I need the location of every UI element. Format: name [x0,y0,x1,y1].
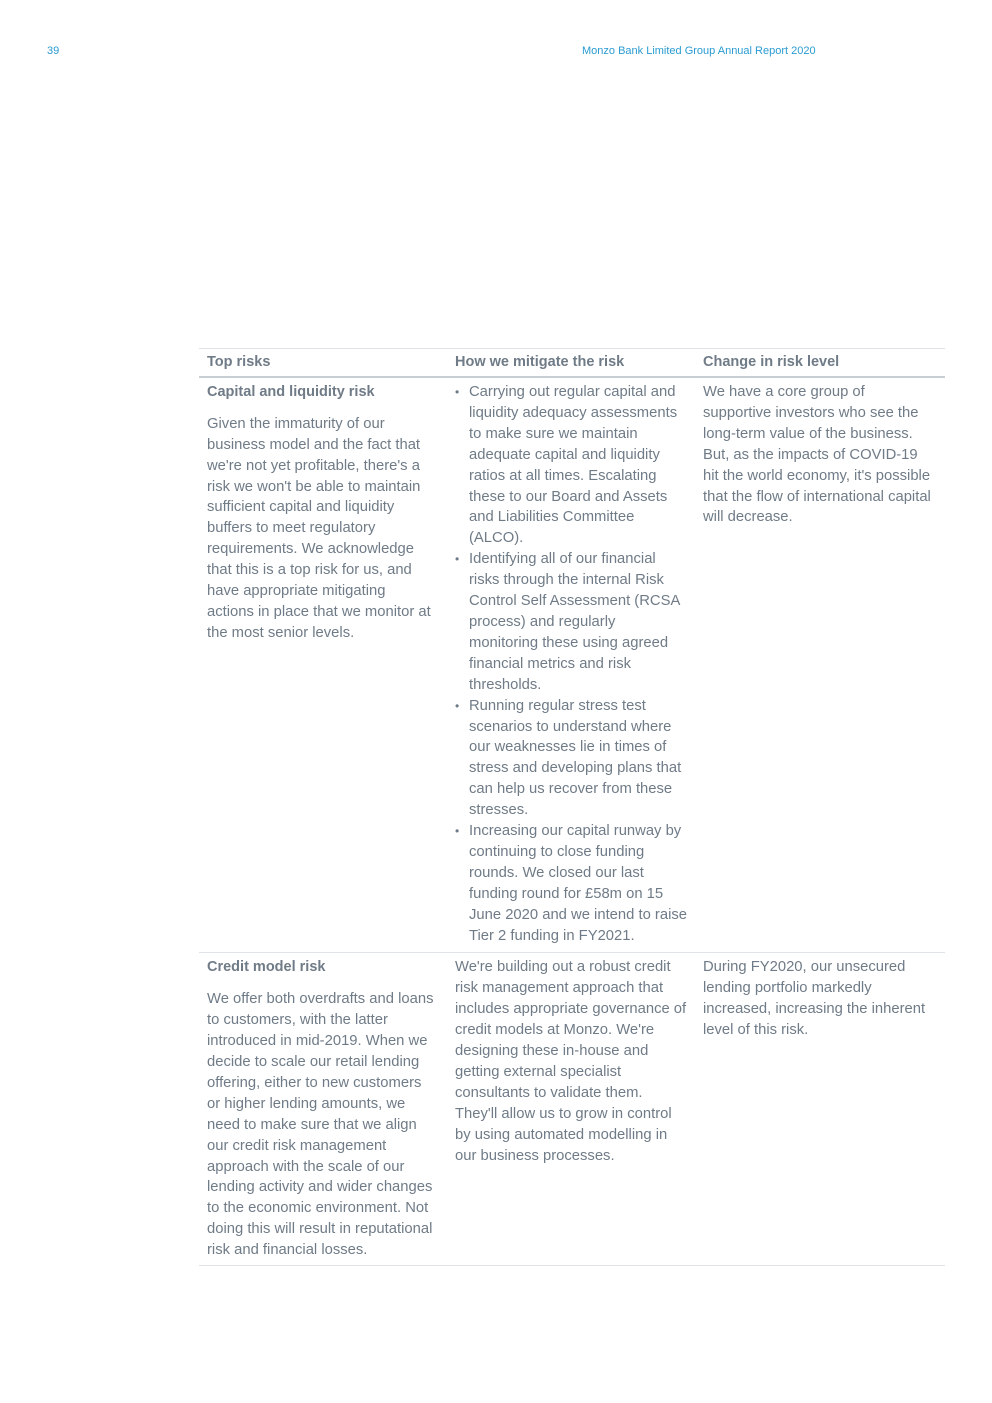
bullet-icon: • [455,552,460,567]
bullet-icon: • [455,698,460,713]
list-item [455,382,687,549]
risk-name: Credit model risk [207,959,326,976]
list-item [455,549,687,695]
mitigation-text: Increasing our capital runway by continuing to close funding rounds. We closed our last funding round for £58m on 15 June 2020 and we intend to raise Tier 2 funding in FY2021. [469,823,688,944]
mitigation-text: Running regular stress test scenarios to understand where our weaknesses lie in times of stress and developing plans that can help us recover from these stresses. [469,697,682,819]
mitigation-text: Identifying all of our financial risks through the internal Risk Control Self Assessment (RCSA process) and regularly monitoring these using agreed financial metrics and risk thresholds. [469,551,680,693]
table-row [199,953,945,1266]
mitigation-list [455,382,695,946]
mitigation-text: Carrying out regular capital and liquidity adequacy assessments to make sure we maintain adequate capital and liquidity ratios at all times. Escalating these to our Board and Assets and Liabilities Committee (ALCO). [469,384,678,547]
change-in-risk-text: We have a core group of supportive investors who see the long-term value of the business. But, as the impacts of COVID-19 hit the world economy, it's possible that the flow of international capital will decrease. [703,384,931,526]
bullet-icon: • [455,824,460,839]
mitigation-cell [447,953,695,1265]
list-item [455,821,687,946]
report-title: Monzo Bank Limited Group Annual Report 2020 [582,45,816,57]
change-in-risk-text: During FY2020, our unsecured lending portfolio markedly increased, increasing the inherent level of this risk. [703,959,926,1039]
column-header-mitigation: How we mitigate the risk [455,354,625,370]
bullet-icon: • [455,385,460,399]
change-cell [695,953,945,1265]
change-cell [695,378,945,952]
risk-cell [199,378,447,952]
mitigation-text: We're building out a robust credit risk management approach that includes appropriate governance of credit models at Monzo. We're designing these in-house and getting external specialist consultants to validate them. They'll allow us to grow in control by using automated modelling in our business processes. [455,959,687,1164]
table-row [199,378,945,953]
mitigation-cell [447,378,695,952]
risk-description: Given the immaturity of our business model and the fact that we're not yet profitable, there's a risk we won't be able to maintain sufficient capital and liquidity buffers to meet regulatory requirements. We acknowledge that this is a top risk for us, and have appropriate mitigating actions in place that we monitor at the most senior levels. [207,415,431,641]
risk-name: Capital and liquidity risk [207,384,375,400]
risk-cell [199,953,447,1265]
page-number: 39 [47,45,60,57]
column-header-top-risks: Top risks [207,354,271,370]
risk-description: We offer both overdrafts and loans to customers, with the latter introduced in mid-2019. When we decide to scale our retail lending offering, either to new customers or higher lending amounts, we need to make sure that we align our credit risk management approach with the scale of our lending activity and wider changes to the economic environment. Not doing this will result in reputational risk and financial losses. [207,991,434,1259]
risk-table [199,348,945,1266]
list-item [455,696,687,821]
column-header-change: Change in risk level [703,354,840,370]
table-header-row [199,348,945,378]
